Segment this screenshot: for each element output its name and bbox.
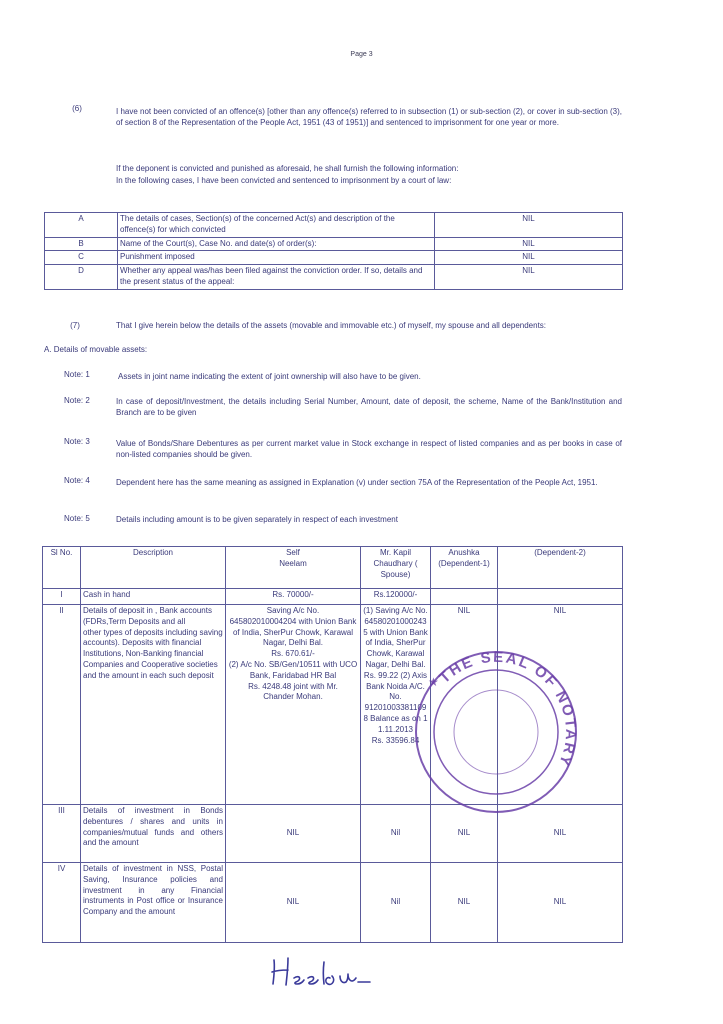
note-label: Note: 5 (64, 514, 90, 523)
table-row (43, 605, 623, 805)
item-7-text: That I give herein below the details of the assets (movable and immovable etc.) of myself, my spouse and all dependents: (116, 321, 547, 330)
note-label: Note: 4 (64, 476, 90, 485)
row-value: NIL (435, 251, 623, 265)
cell-dependent-1: NIL (431, 863, 498, 943)
col-header-self: Self Neelam (226, 547, 361, 589)
note-label: Note: 3 (64, 437, 90, 446)
row-description: Whether any appeal was/has been filed against the conviction order. If so, details and the present status of the appeal: (118, 265, 435, 290)
item-6-number: (6) (72, 104, 82, 113)
note-text: In case of deposit/Investment, the details including Serial Number, Amount, date of deposit, the scheme, Name of the Bank/Institution and Branch are to be given (116, 397, 622, 417)
col-header-spouse: Mr. Kapil Chaudhary ( Spouse) (361, 547, 431, 589)
signature (266, 952, 376, 992)
table-row (45, 213, 623, 238)
col-header-dependent-1: Anushka (Dependent-1) (431, 547, 498, 589)
row-key: A (45, 213, 118, 238)
cell-spouse: (1) Saving A/c No. 645802010002435 with Union Bank of India, SherPur Chowk, Karawal Nagar, Delhi Bal. Rs. 99.22 (2) Axis Bank Noida A/C. No. 912010033811098 Balance as on 11.11.2013 Rs. 33596.84 (361, 605, 431, 805)
row-description: Name of the Court(s), Case No. and date(s) of order(s): (118, 237, 435, 251)
cell-self: NIL (226, 863, 361, 943)
note-text: Assets in joint name indicating the extent of joint ownership will also have to be given. (118, 372, 421, 381)
movable-assets-table (42, 546, 623, 943)
item-6-text: I have not been convicted of an offence(s) [other than any offence(s) referred to in subsection (1) or sub-section (2), or cover in sub-section (3), of section 8 of the Representation of the People Act, 1951 (43 of 1951)] and sentenced to imprisonment for one year or more. (116, 107, 622, 127)
row-value: NIL (435, 237, 623, 251)
note-label: Note: 1 (64, 370, 90, 379)
cell-description: Details of investment in Bonds debentures / shares and units in companies/mutual funds and others and the amount (81, 805, 226, 863)
section-a-heading: A. Details of movable assets: (44, 345, 148, 354)
cell-sl: I (43, 589, 81, 605)
row-value: NIL (435, 265, 623, 290)
col-header-sl: Sl No. (43, 547, 81, 589)
row-key: C (45, 251, 118, 265)
table-row (43, 863, 623, 943)
cell-dependent-1 (431, 589, 498, 605)
row-key: B (45, 237, 118, 251)
table-row (45, 251, 623, 265)
cell-spouse: Nil (361, 805, 431, 863)
page-number: Page 3 (350, 51, 373, 58)
table-row (45, 265, 623, 290)
col-header-description: Description (81, 547, 226, 589)
cell-description: Details of investment in NSS, Postal Saving, Insurance policies and investment in any Financial instruments in Post office or Insurance Company and the amount (81, 863, 226, 943)
cell-dependent-2 (498, 589, 623, 605)
table-header-row (43, 547, 623, 589)
cell-spouse: Rs.120000/- (361, 589, 431, 605)
item-6-line1: If the deponent is convicted and punished as aforesaid, he shall furnish the following information: (116, 164, 459, 173)
cell-sl: IV (43, 863, 81, 943)
item-6-line2: In the following cases, I have been convicted and sentenced to imprisonment by a court of law: (116, 176, 452, 185)
cell-sl: III (43, 805, 81, 863)
conviction-table (44, 212, 623, 290)
cell-dependent-2: NIL (498, 863, 623, 943)
cell-self: NIL (226, 805, 361, 863)
table-row (43, 589, 623, 605)
cell-self: Rs. 70000/- (226, 589, 361, 605)
row-description: Punishment imposed (118, 251, 435, 265)
svg-text:★: ★ (428, 675, 439, 689)
note-text: Dependent here has the same meaning as assigned in Explanation (v) under section 75A of the Representation of the People Act, 1951. (116, 478, 598, 487)
row-key: D (45, 265, 118, 290)
table-row (45, 237, 623, 251)
cell-description: Details of deposit in , Bank accounts (FDRs,Term Deposits and all other types of deposits including saving accounts). Deposits with financial Institutions, Non-Banking financial Companies and Cooperative societies and the amount in each such deposit (81, 605, 226, 805)
cell-sl: II (43, 605, 81, 805)
cell-dependent-2: NIL (498, 805, 623, 863)
cell-dependent-1: NIL (431, 805, 498, 863)
cell-description: Cash in hand (81, 589, 226, 605)
cell-dependent-2: NIL (498, 605, 623, 805)
item-7-number: (7) (70, 321, 80, 330)
cell-dependent-1: NIL (431, 605, 498, 805)
row-value: NIL (435, 213, 623, 238)
note-text: Details including amount is to be given separately in respect of each investment (116, 515, 398, 524)
cell-self: Saving A/c No. 645802010004204 with Union Bank of India, SherPur Chowk, Karawal Nagar, Delhi Bal. Rs. 670.61/- (2) A/c No. SB/Gen/10511 with UCO Bank, Faridabad HR Bal Rs. 4248.48 joint with Mr. Chander Mohan. (226, 605, 361, 805)
col-header-dependent-2: (Dependent-2) (498, 547, 623, 589)
note-label: Note: 2 (64, 396, 90, 405)
cell-spouse: Nil (361, 863, 431, 943)
table-row (43, 805, 623, 863)
note-text: Value of Bonds/Share Debentures as per current market value in Stock exchange in respect of listed companies and as per books in case of non-listed companies should be given. (116, 439, 622, 459)
seal-text: THE SEAL OF NOTARY (436, 648, 580, 770)
row-description: The details of cases, Section(s) of the concerned Act(s) and description of the offence(s) for which convicted (118, 213, 435, 238)
